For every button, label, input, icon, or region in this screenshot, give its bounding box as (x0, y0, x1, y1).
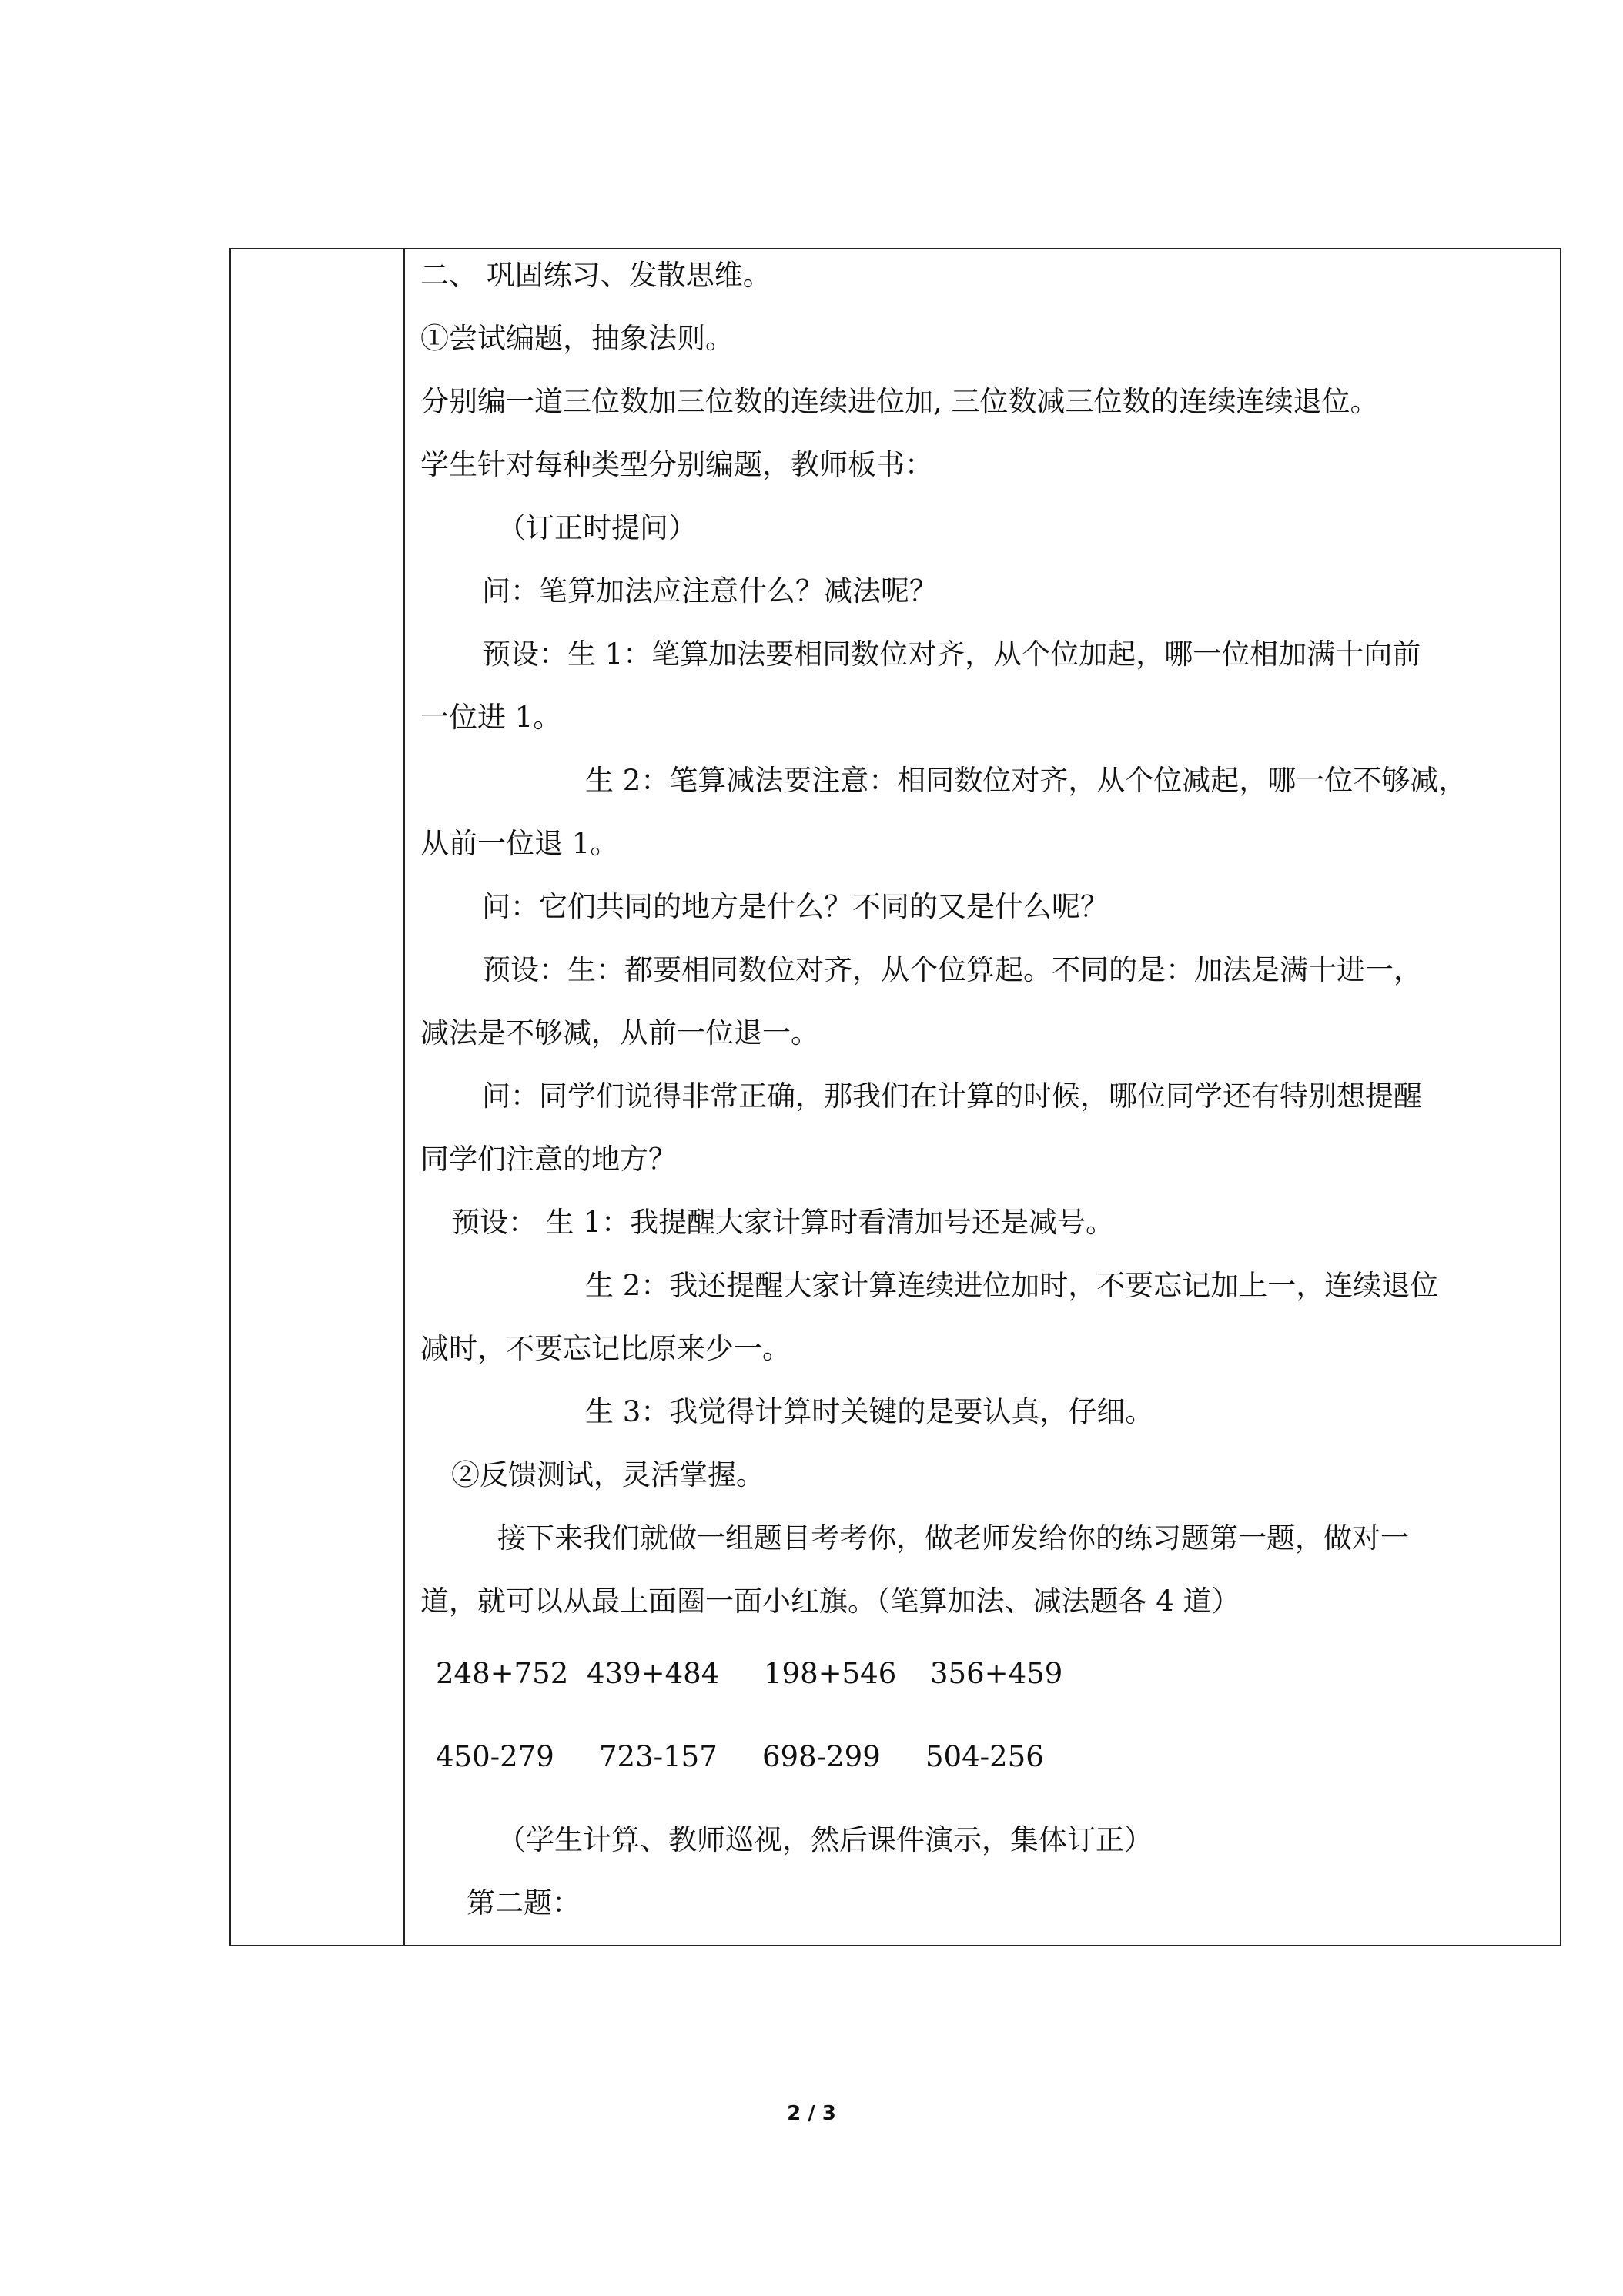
question-line: 问：笔算加法应注意什么？减法呢？ (482, 574, 938, 607)
subtraction-problems-row (436, 1740, 1079, 1774)
addition-problem: 248+752 (436, 1657, 569, 1690)
subtraction-problem: 698-299 (762, 1740, 881, 1773)
text-line: 生 2：我还提醒大家计算连续进位加时，不要忘记加上一，连续退位 (585, 1269, 1439, 1302)
subtraction-problem: 504-256 (925, 1740, 1044, 1773)
text-line: 预设：生 1：笔算加法要相同数位对齐，从个位加起，哪一位相加满十向前 (482, 638, 1421, 671)
text-line: 分别编一道三位数加三位数的连续进位加, 三位数减三位数的连续连续退位。 (420, 385, 1379, 418)
text-line: （订正时提问） (497, 511, 697, 544)
text-line: 预设：生：都要相同数位对齐，从个位算起。不同的是：加法是满十进一， (482, 953, 1422, 986)
page-number: 2 / 3 (787, 2102, 836, 2125)
subheading-2: ②反馈测试，灵活掌握。 (451, 1458, 765, 1491)
addition-problem: 356+459 (930, 1657, 1063, 1690)
text-line: 减时，不要忘记比原来少一。 (420, 1332, 791, 1365)
lesson-table (229, 248, 1561, 1946)
table-left-column (231, 249, 405, 1945)
subtraction-problem: 723-157 (599, 1740, 718, 1773)
text-line: 生 3：我觉得计算时关键的是要认真，仔细。 (585, 1395, 1154, 1428)
table-content-column (407, 249, 1560, 1945)
text-line: 学生针对每种类型分别编题，教师板书： (420, 448, 933, 481)
addition-problem: 198+546 (764, 1657, 897, 1690)
text-line: 减法是不够减，从前一位退一。 (420, 1016, 819, 1049)
text-line: 从前一位退 1。 (420, 827, 619, 860)
text-line: 接下来我们就做一组题目考考你，做老师发给你的练习题第一题，做对一 (497, 1521, 1409, 1555)
question-line: 问：同学们说得非常正确，那我们在计算的时候，哪位同学还有特别想提醒 (482, 1079, 1422, 1113)
text-line: （学生计算、教师巡视，然后课件演示，集体订正） (497, 1823, 1153, 1856)
text-line: 第二题： (467, 1886, 581, 1919)
text-line: 道，就可以从最上面圈一面小红旗。（笔算加法、减法题各 4 道） (420, 1585, 1240, 1618)
section-heading: 二、 巩固练习、发散思维。 (420, 259, 771, 292)
text-line: 一位进 1。 (420, 701, 562, 734)
question-line: 问：它们共同的地方是什么？不同的又是什么呢？ (482, 890, 1109, 923)
text-line: 预设： 生 1：我提醒大家计算时看清加号还是减号。 (451, 1206, 1115, 1239)
addition-problems-row (436, 1657, 1084, 1691)
text-line: 同学们注意的地方？ (420, 1143, 677, 1176)
text-line: 生 2：笔算减法要注意：相同数位对齐，从个位减起，哪一位不够减， (585, 764, 1467, 797)
subtraction-problem: 450-279 (436, 1740, 554, 1773)
subheading-1: ①尝试编题，抽象法则。 (420, 322, 734, 355)
addition-problem: 439+484 (587, 1657, 720, 1690)
